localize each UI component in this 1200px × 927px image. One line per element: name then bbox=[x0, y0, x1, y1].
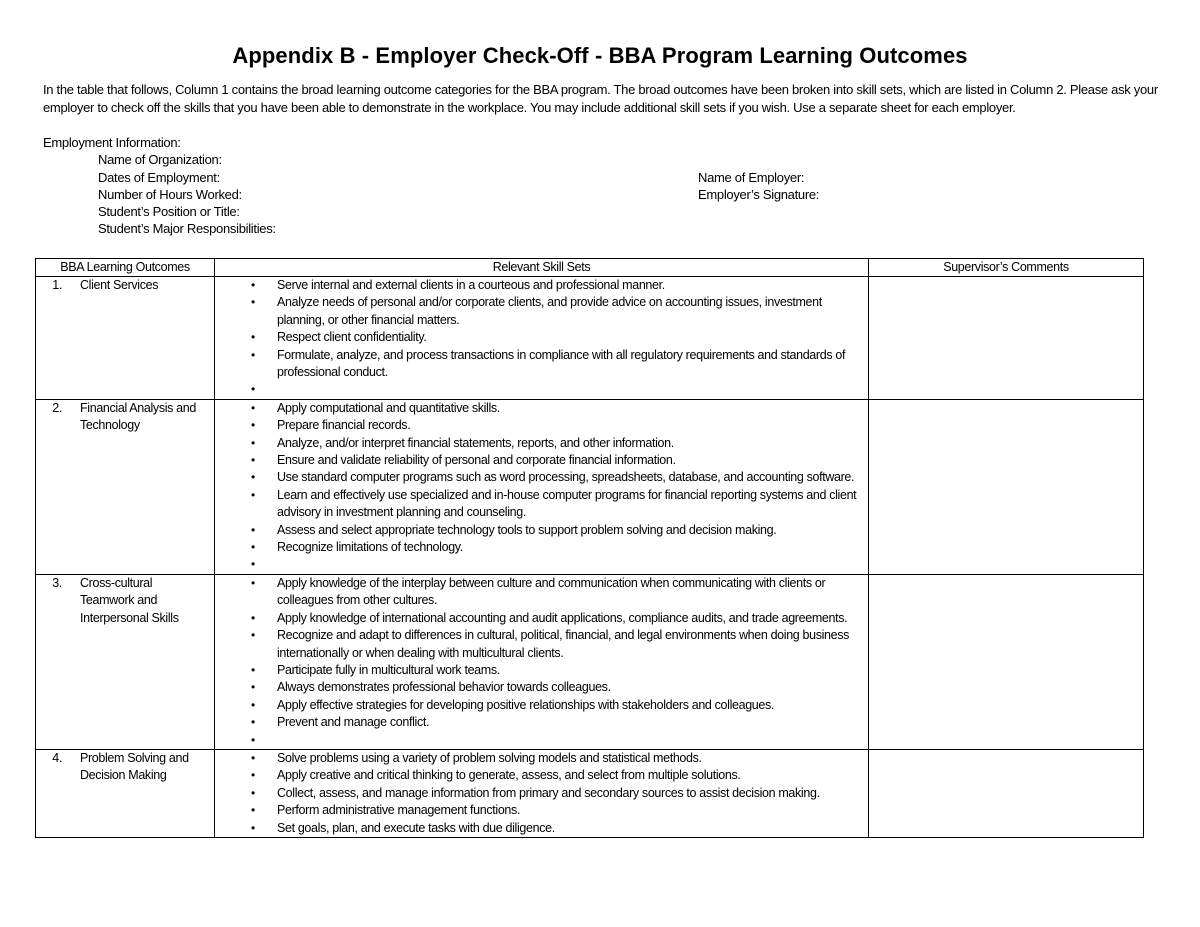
bullet-icon: • bbox=[251, 628, 255, 643]
bullet-icon: • bbox=[251, 732, 255, 747]
list-item bbox=[215, 277, 868, 294]
supervisor-comments-cell[interactable] bbox=[869, 277, 1144, 400]
table-row bbox=[36, 277, 1144, 400]
bullet-icon: • bbox=[251, 347, 255, 362]
outcome-cell bbox=[36, 399, 215, 574]
student-position-label: Student’s Position or Title: bbox=[98, 204, 240, 220]
skill-text: Apply knowledge of the interplay between culture and communication when communicating with clients or colleagues from other cultures. bbox=[277, 575, 826, 608]
supervisor-comments-cell[interactable] bbox=[869, 399, 1144, 574]
employment-heading: Employment Information: bbox=[43, 135, 181, 150]
column-header-comments: Supervisor’s Comments bbox=[869, 259, 1144, 277]
list-item bbox=[215, 329, 868, 346]
column-header-skill-sets: Relevant Skill Sets bbox=[215, 259, 869, 277]
skill-text: Assess and select appropriate technology tools to support problem solving and decision making. bbox=[277, 522, 777, 537]
list-item bbox=[215, 662, 868, 679]
list-item bbox=[215, 347, 868, 382]
bullet-icon: • bbox=[251, 522, 255, 537]
outcome-category: Financial Analysis and Technology bbox=[80, 400, 196, 433]
list-item bbox=[215, 522, 868, 539]
bullet-icon: • bbox=[251, 295, 255, 310]
list-item bbox=[215, 610, 868, 627]
list-item bbox=[215, 469, 868, 486]
skill-text: Apply effective strategies for developing positive relationships with stakeholders and colleagues. bbox=[277, 697, 775, 712]
table-row bbox=[36, 749, 1144, 837]
dates-of-employment-label: Dates of Employment: bbox=[98, 169, 220, 185]
dates-line bbox=[43, 169, 1143, 186]
bullet-icon: • bbox=[251, 540, 255, 555]
skill-sets-cell bbox=[215, 277, 869, 400]
bullet-icon: • bbox=[251, 435, 255, 450]
bullet-icon: • bbox=[251, 662, 255, 677]
bullet-icon: • bbox=[251, 750, 255, 765]
skill-text: Set goals, plan, and execute tasks with due diligence. bbox=[277, 820, 555, 835]
list-item bbox=[215, 556, 868, 573]
supervisor-comments-cell[interactable] bbox=[869, 574, 1144, 749]
bullet-icon: • bbox=[251, 697, 255, 712]
list-item bbox=[215, 294, 868, 329]
skill-sets-cell bbox=[215, 399, 869, 574]
table-row bbox=[36, 399, 1144, 574]
outcome-number: 2. bbox=[52, 400, 62, 415]
skill-sets-cell bbox=[215, 749, 869, 837]
skill-sets-cell bbox=[215, 574, 869, 749]
list-item bbox=[215, 820, 868, 837]
outcome-number: 1. bbox=[52, 278, 62, 292]
skill-text: Recognize limitations of technology. bbox=[277, 540, 463, 555]
skill-text: Ensure and validate reliability of personal and corporate financial information. bbox=[277, 453, 676, 468]
outcome-number: 4. bbox=[52, 750, 62, 765]
skill-text: Analyze, and/or interpret financial statements, reports, and other information. bbox=[277, 435, 674, 450]
bullet-icon: • bbox=[251, 470, 255, 485]
skill-text: Participate fully in multicultural work teams. bbox=[277, 662, 500, 677]
bullet-icon: • bbox=[251, 418, 255, 433]
bullet-icon: • bbox=[251, 453, 255, 468]
outcome-number: 3. bbox=[52, 575, 62, 590]
list-item bbox=[215, 400, 868, 417]
list-item bbox=[215, 767, 868, 784]
skill-text: Solve problems using a variety of problem solving models and statistical methods. bbox=[277, 750, 702, 765]
list-item bbox=[215, 785, 868, 802]
outcome-cell bbox=[36, 277, 215, 400]
skill-list bbox=[215, 575, 868, 749]
list-item bbox=[215, 750, 868, 767]
skill-text: Recognize and adapt to differences in cultural, political, financial, and legal environments when doing business internationally or when dealing with multicultural clients. bbox=[277, 628, 850, 660]
employer-signature-label: Employer’s Signature: bbox=[698, 186, 820, 202]
list-item bbox=[215, 679, 868, 696]
skill-text: Serve internal and external clients in a courteous and professional manner. bbox=[277, 278, 665, 292]
organization-name-label: Name of Organization: bbox=[98, 152, 222, 168]
table-row bbox=[36, 574, 1144, 749]
skill-text: Respect client confidentiality. bbox=[277, 330, 427, 345]
hours-worked-label: Number of Hours Worked: bbox=[98, 186, 242, 202]
skill-text: Use standard computer programs such as word processing, spreadsheets, database, and accounting software. bbox=[277, 470, 855, 485]
skill-list bbox=[215, 277, 868, 399]
bullet-icon: • bbox=[251, 820, 255, 835]
list-item bbox=[215, 714, 868, 731]
skill-text: Apply knowledge of international accounting and audit applications, compliance audits, and trade agreements. bbox=[277, 610, 848, 625]
supervisor-comments-cell[interactable] bbox=[869, 749, 1144, 837]
list-item bbox=[215, 452, 868, 469]
bullet-icon: • bbox=[251, 487, 255, 502]
hours-line bbox=[43, 186, 1143, 203]
list-item bbox=[215, 732, 868, 749]
list-item bbox=[215, 697, 868, 714]
bullet-icon: • bbox=[251, 330, 255, 345]
bullet-icon: • bbox=[251, 715, 255, 730]
employment-information bbox=[43, 134, 1143, 238]
skill-text: Learn and effectively use specialized and in-house computer programs for financial reporting systems and client advisory in investment planning and counseling. bbox=[277, 487, 857, 520]
student-responsibilities-label: Student’s Major Responsibilities: bbox=[98, 221, 276, 237]
skill-list bbox=[215, 750, 868, 837]
bullet-icon: • bbox=[251, 803, 255, 818]
bullet-icon: • bbox=[251, 382, 255, 397]
skill-text: Apply computational and quantitative skills. bbox=[277, 400, 500, 415]
list-item bbox=[215, 575, 868, 610]
list-item bbox=[215, 435, 868, 452]
list-item bbox=[215, 417, 868, 434]
list-item bbox=[215, 539, 868, 556]
skill-text: Apply creative and critical thinking to generate, assess, and select from multiple solutions. bbox=[277, 768, 741, 783]
bullet-icon: • bbox=[251, 768, 255, 783]
bullet-icon: • bbox=[251, 557, 255, 572]
bullet-icon: • bbox=[251, 680, 255, 695]
skill-list bbox=[215, 400, 868, 574]
bullet-icon: • bbox=[251, 610, 255, 625]
skill-text: Perform administrative management functions. bbox=[277, 803, 521, 818]
list-item bbox=[215, 627, 868, 662]
outcome-category: Cross-cultural Teamwork and Interpersonal Skills bbox=[80, 575, 179, 625]
list-item bbox=[215, 802, 868, 819]
bullet-icon: • bbox=[251, 278, 255, 292]
skill-text: Prevent and manage conflict. bbox=[277, 715, 430, 730]
table-header-row bbox=[36, 259, 1144, 277]
outcome-category: Problem Solving and Decision Making bbox=[80, 750, 189, 783]
outcome-cell bbox=[36, 749, 215, 837]
outcome-cell bbox=[36, 574, 215, 749]
page-title: Appendix B - Employer Check-Off - BBA Program Learning Outcomes bbox=[232, 43, 968, 68]
intro-paragraph: In the table that follows, Column 1 contains the broad learning outcome categories for the BBA program. The broad outcomes have been broken into skill sets, which are listed in Column 2. Please ask your employer to check off the skills that you have been able to demonstrate in the workplace. You may include additional skill sets if you wish. Use a separate sheet for each employer. bbox=[43, 82, 1158, 115]
bullet-icon: • bbox=[251, 785, 255, 800]
learning-outcomes-table bbox=[35, 258, 1144, 838]
skill-text: Always demonstrates professional behavior towards colleagues. bbox=[277, 680, 611, 695]
bullet-icon: • bbox=[251, 400, 255, 415]
outcome-category: Client Services bbox=[80, 278, 159, 292]
list-item bbox=[215, 381, 868, 398]
bullet-icon: • bbox=[251, 575, 255, 590]
skill-text: Prepare financial records. bbox=[277, 418, 411, 433]
employer-name-label: Name of Employer: bbox=[698, 169, 805, 185]
skill-text: Formulate, analyze, and process transactions in compliance with all regulatory requirements and standards of professional conduct. bbox=[277, 347, 846, 380]
skill-text: Analyze needs of personal and/or corporate clients, and provide advice on accounting issues, investment planning, or other financial matters. bbox=[277, 295, 822, 327]
list-item bbox=[215, 487, 868, 522]
skill-text: Collect, assess, and manage information from primary and secondary sources to assist decision making. bbox=[277, 785, 820, 800]
column-header-outcomes: BBA Learning Outcomes bbox=[36, 259, 215, 277]
